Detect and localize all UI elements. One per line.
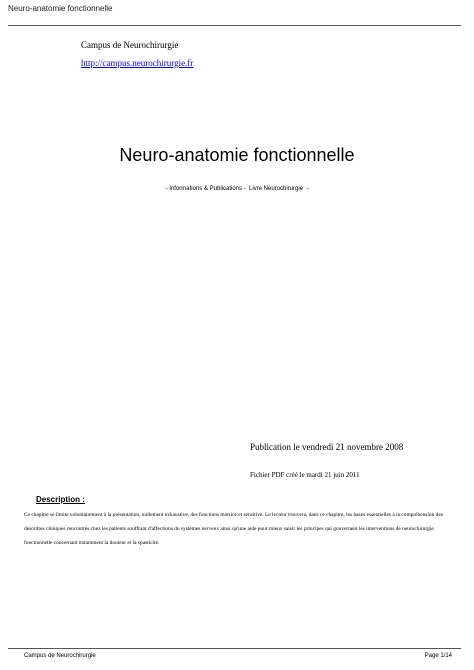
site-url-link[interactable]: http://campus.neurochirurgie.fr bbox=[81, 58, 194, 68]
description-body: Ce chapitre se limite volontairement à la présentation, nullement exhaustive, des fonctions motrice et sensitive. Le lecteur trouvera, dans ce chapitre, les bases essentielles à la compréhension des désordres cliniques rencontrés chez les patients souffrant d'affections du systèmes nerveux ainsi qu'une aide pour mieux saisir les principes qui gouvernent les interventions de neurochirurgie fonctionnelle concernant notamment la douleur et la spasticité. bbox=[24, 512, 443, 546]
site-name: Campus de Neurochirurgie bbox=[81, 40, 179, 50]
document-subtitle: - Informations & Publications - Livre Neurochirurgie - bbox=[165, 186, 309, 192]
page-number: Page 1/14 bbox=[424, 653, 452, 659]
document-title: Neuro-anatomie fonctionnelle bbox=[119, 145, 355, 165]
header-divider bbox=[8, 25, 461, 26]
pdf-created-date: Fichier PDF créé le mardi 21 juin 2011 bbox=[250, 471, 360, 479]
footer-divider bbox=[8, 648, 461, 649]
publication-date: Publication le vendredi 21 novembre 2008 bbox=[250, 442, 404, 452]
running-header-title: Neuro-anatomie fonctionnelle bbox=[8, 4, 113, 13]
description-heading: Description : bbox=[36, 495, 85, 504]
footer-site-name: Campus de Neurochirurgie bbox=[24, 653, 96, 659]
